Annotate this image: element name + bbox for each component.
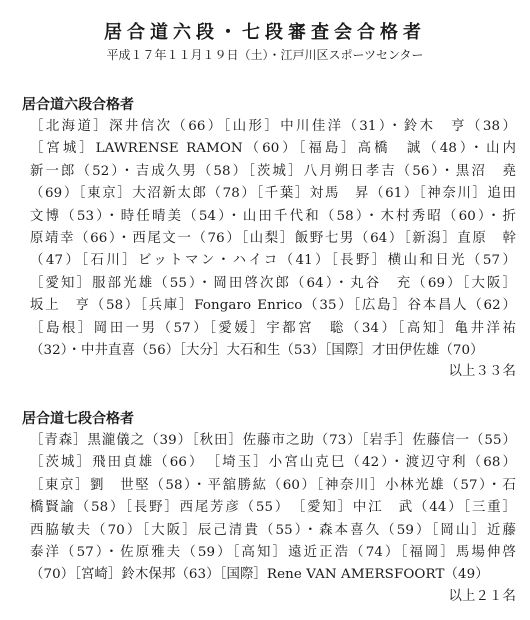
document-subtitle: 平成１７年１１月１９日（土）・江戸川区スポーツセンター [106,48,424,62]
text-line: 文博（53）・時任晴美（54）・山田千代和（58）・木村秀昭（60）・折 [30,208,516,224]
text-line: 坂上 亨（58）［兵庫］Fongaro Enrico（35）［広島］谷本昌人（62） [30,298,516,314]
text-line: ［島根］岡田一男（57）［愛媛］宇都宮 聡（34）［高知］亀井洋祐 [30,320,516,336]
text-line: ［東京］劉 世堅（58）・平舘勝紘（60）［神奈川］小林光雄（57）・石 [30,477,516,493]
section-total: 以上２１名 [448,588,516,604]
text-line: 西脇敏夫（70）［大阪］辰己清貴（55）・森本喜久（59）［岡山］近藤 [30,522,516,538]
section-body [22,116,516,382]
text-line: （32）・中井直喜（56）［大分］大石和生（53）［国際］才田伊佐雄（70） [30,343,484,359]
text-line: ［青森］黒瀧儀之（39）［秋田］佐藤市之助（73）［岩手］佐藤信一（55） [30,433,516,448]
text-line: ［宮城］LAWRENSE RAMON（60）［福島］高橋 誠（48）・山内 [30,141,516,157]
text-line: 新一郎（52）・吉成久男（58）［茨城］八月朔日孝吉（56）・黒沼 堯 [30,163,516,179]
text-line: （47）［石川］ビットマン・ハイコ（41）［長野］横山和日光（57） [30,253,516,269]
text-line: 原靖幸（66）・西尾文一（76）［山梨］飯野七男（64）［新潟］直原 幹 [30,231,516,247]
text-line: （69）［東京］大沼新太郎（78）［千葉］対馬 昇（61）［神奈川］追田 [30,186,516,202]
text-line: ［愛知］服部光雄（55）・岡田啓次郎（64）・丸谷 充（69）［大阪］ [30,275,516,291]
section-body [22,430,516,607]
text-line: 泰洋（57）・佐原雅夫（59）［高知］遠近正浩（74）［福岡］馬場伸啓 [30,545,516,561]
section-total: 以上３３名 [448,364,516,380]
section-heading: 居合道六段合格者 [22,97,134,113]
document-title: 居合道六段・七段審査会合格者 [104,22,426,43]
text-line: 橋賢諭（58）［長野］西尾芳彦（55） ［愛知］中江 武（44）［三重］ [30,500,516,516]
text-line: ［北海道］深井信次（66）［山形］中川佳洋（31）・鈴木 亨（38） [30,119,516,134]
section-rokudan [22,94,516,382]
text-line: ［茨城］飛田貞雄（66） ［埼玉］小宮山克巳（42）・渡辺守利（68） [30,455,516,471]
section-heading: 居合道七段合格者 [22,411,134,427]
section-nanadan [22,408,516,607]
text-line: （70）［宮崎］鈴木保邦（63）［国際］Rene VAN AMERSFOORT（49） [30,567,489,583]
